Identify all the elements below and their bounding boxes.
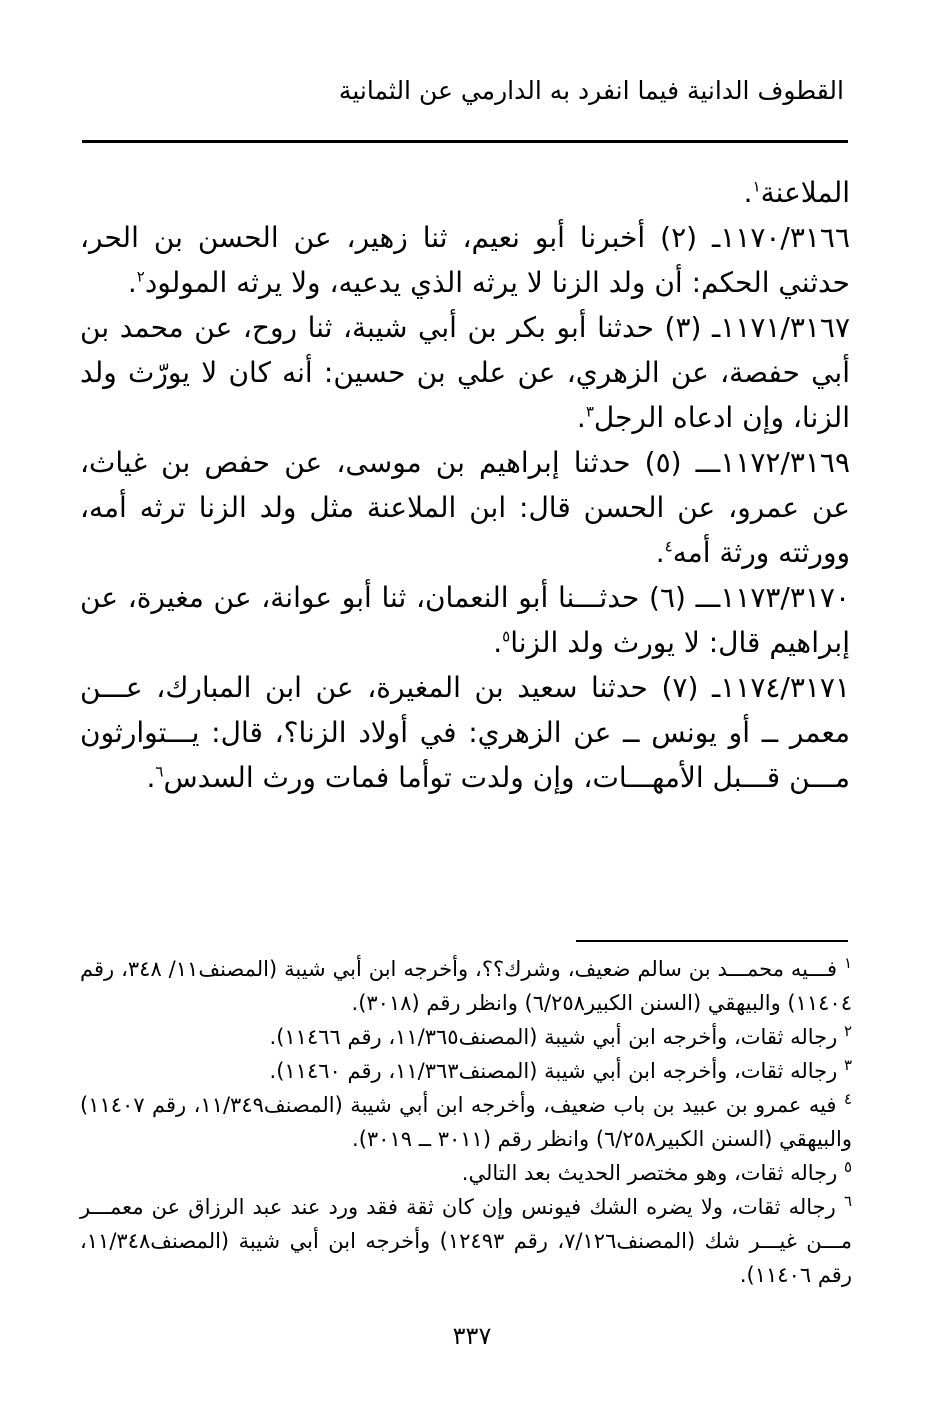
footnote-text: فيه عمرو بن عبيد بن باب ضعيف، وأخرجه ابن أبي شيبة (المصنف١١/٣٤٩، رقم ١١٤٠٧) والبيهقي (السنن الكبير٦/٢٥٨) وانظر رقم (٣٠١١ ــ ٣٠١٩). [80,1093,852,1151]
paragraph-text: ١١٧٤/٣١٧١ـ (٧) حدثنا سعيد بن المغيرة، عن ابن المبارك، عـــن معمر ــ أو يونس ــ عن الزهري: في أولاد الزنا؟، قال: يـــتوارثون مـــن قـــبل الأمهـــات، وإن ولدت توأما فمات ورث السدس [80,671,850,794]
paragraph-text: ١١٧٣/٣١٧٠ـــ (٦) حدثـــنا أبو النعمان، ثنا أبو عوانة، عن مغيرة، عن إبراهيم قال: لا يورث ولد الزنا [80,581,850,659]
footnote-text: رجاله ثقات، ولا يضره الشك فيونس وإن كان ثقة فقد ورد عند عبد الرزاق عن معمـــر مـــن غيـــر شك (المصنف٧/١٢٦، رقم ١٢٤٩٣) وأخرجه ابن أبي شيبة (المصنف١١/٣٤٨، رقم ١١٤٠٦). [80,1195,852,1287]
footnote-ref: ٦ [155,762,164,781]
footnote-number: ٣ [843,1056,852,1074]
main-text [80,170,850,800]
paragraph-text: ١١٧١/٣١٦٧ـ (٣) حدثنا أبو بكر بن أبي شيبة، ثنا روح، عن محمد بن أبي حفصة، عن الزهري، عن علي بن حسين: أنه كان لا يورّث ولد الزنا، وإن ادعاه الرجل [80,311,850,434]
footnote-5 [80,1156,852,1190]
paragraph-end: . [127,266,137,299]
paragraph-text: ١١٧٢/٣١٦٩ـــ (٥) حدثنا إبراهيم بن موسى، عن حفص بن غياث، عن عمرو، عن الحسن قال: ابن الملاعنة مثل ولد الزنا ترثه أمه، وورثته ورثة أمه [80,446,851,569]
header-divider [82,140,848,143]
running-header: القطوف الدانية فيما انفرد به الدارمي عن الثمانية [338,76,844,105]
paragraph-end: . [493,626,503,659]
footnote-number: ١ [843,954,853,972]
footnote-1 [80,952,852,1020]
hadith-1170 [80,215,850,305]
footnote-number: ٤ [843,1090,852,1108]
hadith-1174 [80,665,850,800]
paragraph-end: . [743,176,753,209]
footnote-ref: ٤ [664,537,673,556]
hadith-1171 [80,305,850,440]
footnote-text: رجاله ثقات، وأخرجه ابن أبي شيبة (المصنف١١/٣٦٣، رقم ١١٤٦٠). [269,1059,838,1083]
paragraph-text: ١١٧٠/٣١٦٦ـ (٢) أخبرنا أبو نعيم، ثنا زهير، عن الحسن بن الحر، حدثني الحكم: أن ولد الزنا لا يرثه الذي يدعيه، ولا يرثه المولود [80,221,850,299]
footnote-ref: ١ [752,177,761,196]
footnote-2 [80,1020,852,1054]
footnotes [80,952,852,1292]
footnote-ref: ٣ [585,402,594,421]
paragraph-end: . [655,536,665,569]
footnote-number: ٥ [843,1158,852,1176]
footnote-4 [80,1088,852,1156]
page-number: ٣٣٧ [452,1322,492,1350]
footnote-text: رجاله ثقات، وأخرجه ابن أبي شيبة (المصنف١١/٣٦٥، رقم ١١٤٦٦). [269,1025,838,1049]
paragraph-end: . [576,401,586,434]
footnote-ref: ٥ [502,627,511,646]
paragraph-end: . [146,761,156,794]
footnote-number: ٢ [843,1022,852,1040]
paragraph-intro [80,170,850,215]
footnote-text: فـــيه محمـــد بن سالم ضعيف، وشرك؟؟، وأخرجه ابن أبي شيبة (المصنف١١/ ٣٤٨، رقم ١١٤٠٤) والبيهقي (السنن الكبير٦/٢٥٨) وانظر رقم (٣٠١٨). [80,957,852,1015]
footnote-text: رجاله ثقات، وهو مختصر الحديث بعد التالي. [461,1161,838,1185]
footnote-number: ٦ [843,1192,852,1210]
footnote-divider [576,940,848,942]
hadith-1173 [80,575,850,665]
footnote-3 [80,1054,852,1088]
hadith-1172 [80,440,850,575]
footnote-6 [80,1190,852,1292]
paragraph-text: الملاعنة [760,176,850,209]
footnote-ref: ٢ [136,267,145,286]
